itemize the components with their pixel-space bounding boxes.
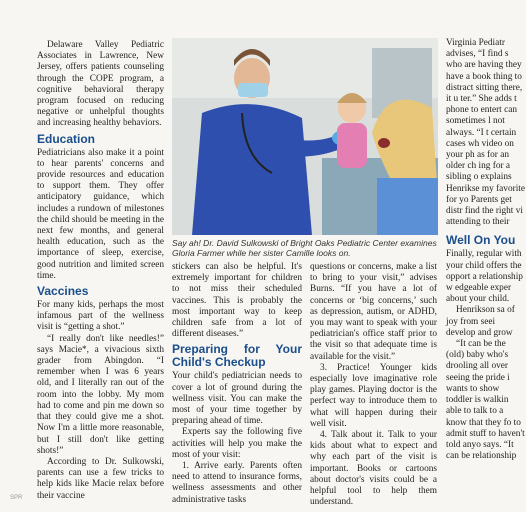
column4-paragraph-4: “It can be the (old) baby who's drooling all over seeing the pride i wants to show toddler is walkin able to talk to a know that they fo to admit stuff to haven't told anyo says. “It can be relationship — [446, 339, 525, 462]
photo-illustration — [172, 38, 438, 235]
vaccines-paragraph-3: According to Dr. Sulkowski, parents can use a few tricks to help kids like Macie relax before their vaccine — [37, 456, 164, 501]
article-column-1 — [37, 40, 164, 502]
vaccines-paragraph-1: For many kids, perhaps the most infamous part of the wellness visit is “getting a shot.” — [37, 300, 164, 333]
column4-paragraph-1: Virginia Pediatr advises, “I find s who are having they have a book thing to distract sitting there, it u ter.” She adds t phone to entert can sometimes l not always. “I t certain cases wh video on your ph as for an older ch ing for a sibling o explains Henrikse my favorite for yo Parents get distr find the right vi attending to their — [446, 38, 525, 228]
column2-paragraph-2: Your child's pediatrician needs to cover a lot of ground during the wellness visit. You can make the most of your time together by preparing ahead of time. — [172, 371, 302, 427]
vaccines-heading: Vaccines — [37, 284, 89, 299]
column2-paragraph-3: Experts say the following five activities will help you make the most of your visit: — [172, 427, 302, 460]
margin-code: SPR — [10, 495, 23, 501]
well-on-your-way-heading: Well On You — [446, 233, 516, 248]
vaccines-paragraph-2: “I really don't like needles!” says Macie*, a vivacious sixth grader from Abingdon. “I remember when I was 6 years old, and I literally ran out of the room into the lobby. My mom had to come and pin me down so that they could give me a shot. Now I'm a little more reasonable, but I still don't like getting shots!” — [37, 333, 164, 456]
preparing-heading: Preparing for Your Child's Checkup — [172, 342, 302, 370]
education-heading: Education — [37, 131, 96, 146]
column4-paragraph-3: Henrikson sa of joy from seei develop and grow — [446, 305, 515, 338]
column3-paragraph-1: questions or concerns, make a list to bring to your visit,” advises Burns. “If you have a lot of concerns or ‘big concerns,’ such as depression, autism, or ADHD, you may want to speak with your pediatrician's office staff prior to the visit so that adequate time is available for the visit.” — [310, 262, 437, 362]
article-column-3 — [310, 262, 437, 508]
column2-paragraph-4: 1. Arrive early. Parents often need to attend to insurance forms, wellness assessments and other administrative tasks — [172, 461, 302, 505]
photo-caption: Say ah! Dr. David Sulkowski of Bright Oaks Pediatric Center examines Gloria Farmer while her sister Camille looks on. — [172, 238, 437, 258]
column3-paragraph-2: 3. Practice! Younger kids especially love imaginative role play games. Playing doctor is the perfect way to introduce them to what will happen during their well visit. — [310, 362, 437, 429]
education-paragraph: Pediatricians also make it a point to hear parents' concerns and provide resources and education to support them. They offer anticipatory guidance, which includes a rundown of milestones the child should be meeting in the next few months, and general health education, such as the importance of sleep, exercise, good nutrition and limited screen time. — [37, 147, 164, 281]
column3-paragraph-3: 4. Talk about it. Talk to your kids about what to expect and why each part of the visit is important. Books or cartoons about doctor's visits could be a helpful tool to help them understand. — [310, 430, 437, 508]
column4-paragraph-2: Finally, regular with your child offers the opport a relationship w edgeable exper about your child. — [446, 249, 523, 305]
doctor-exam-photo — [172, 38, 438, 235]
intro-paragraph: Delaware Valley Pediatric Associates in Lawrence, New Jersey, offers patients counseling through the COPE program, a cognitive behavioral therapy program focused on reducing negative or unhelpful thoughts and increasing healthy behaviors. — [37, 40, 164, 129]
article-column-4-cropped — [446, 38, 526, 462]
article-column-2 — [172, 262, 302, 506]
column2-paragraph-1: stickers can also be helpful. It's extremely important for children to not miss their scheduled vaccines. This is probably the most important way to keep children safe from a lot of different diseases.” — [172, 262, 302, 340]
